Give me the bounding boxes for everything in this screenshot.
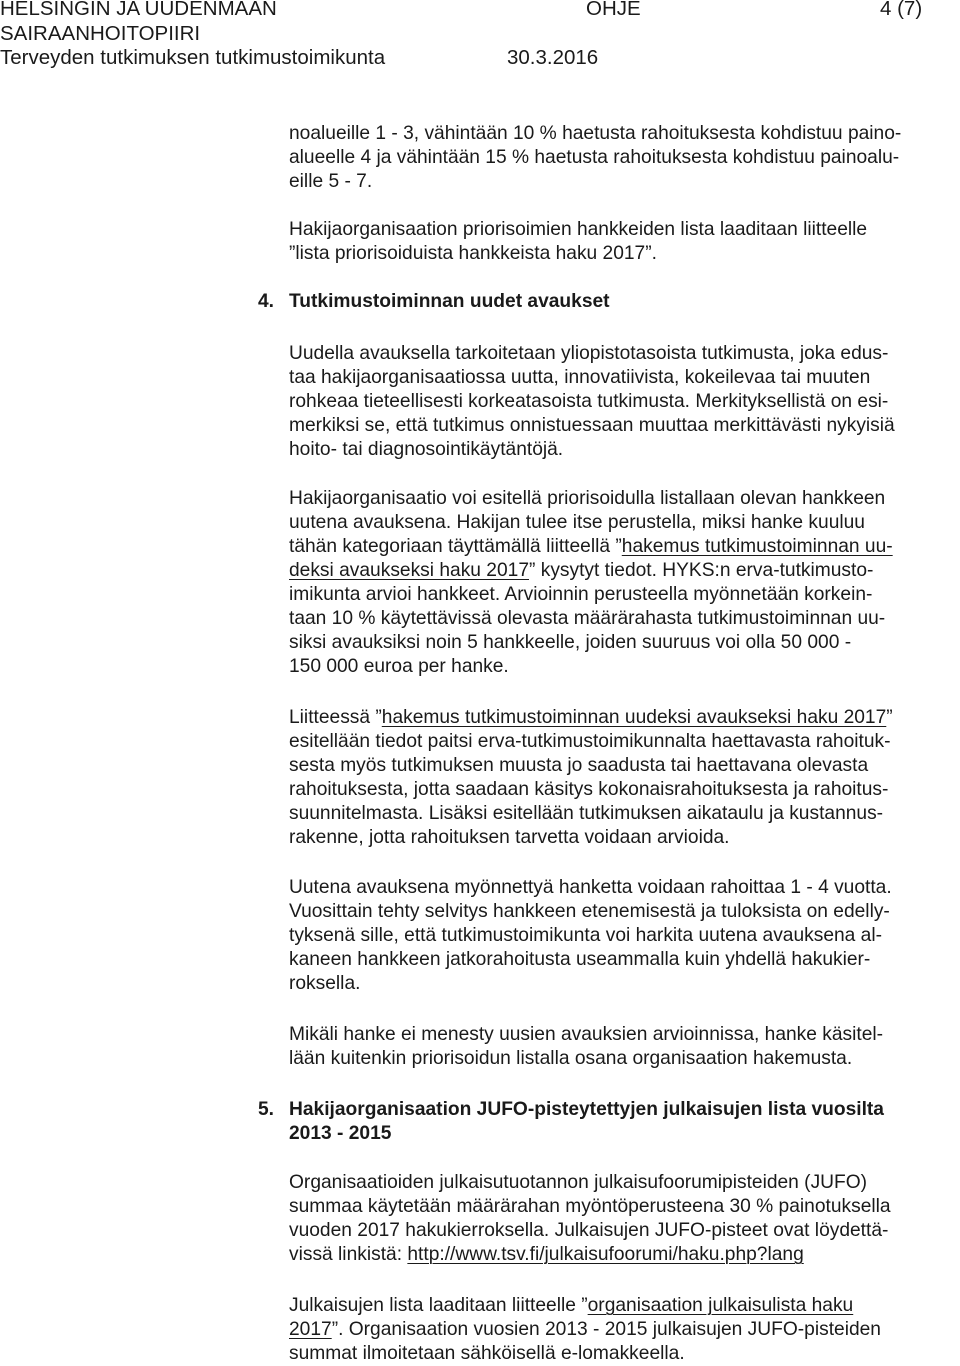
paragraph-line: Mikäli hanke ei menesty uusien avauksien arvioinnissa, hanke käsitel- bbox=[289, 1024, 884, 1045]
text-span: tähän kategoriaan täyttämällä liitteellä ” bbox=[289, 536, 622, 557]
paragraph-line: sesta myös tutkimuksen muusta jo saadusta tai haettavana olevasta bbox=[289, 755, 869, 776]
document-date: 30.3.2016 bbox=[507, 46, 599, 69]
paragraph-line: tyksenä sille, että tutkimustoimikunta voi harkita uutena avauksena al- bbox=[289, 925, 882, 946]
paragraph-line: vuoden 2017 hakukierroksella. Julkaisujen JUFO-pisteet ovat löydettä- bbox=[289, 1220, 889, 1241]
paragraph-line: Vuosittain tehty selvitys hankkeen etenemisestä ja tuloksista on edelly- bbox=[289, 901, 890, 922]
form-link-new-opening[interactable]: hakemus tutkimustoiminnan uu- bbox=[621, 536, 893, 557]
text-span: ” bbox=[886, 707, 893, 728]
paragraph-line: taa hakijaorganisaatiossa uutta, innovatiivista, kokeilevaa tai muuten bbox=[289, 367, 871, 388]
paragraph-line bbox=[289, 535, 893, 559]
paragraph-line bbox=[289, 1243, 804, 1267]
section-5-number: 5. bbox=[258, 1099, 275, 1120]
paragraph-line: Organisaatioiden julkaisutuotannon julkaisufoorumipisteiden (JUFO) bbox=[289, 1172, 868, 1193]
form-link-new-opening-cont[interactable]: deksi avaukseksi haku 2017 bbox=[289, 560, 529, 581]
publication-list-link-cont[interactable]: 2017 bbox=[289, 1319, 332, 1340]
paragraph-line bbox=[289, 706, 893, 730]
paragraph-line bbox=[289, 559, 873, 583]
text-span: vissä linkistä: bbox=[289, 1244, 408, 1265]
paragraph-line: 150 000 euroa per hanke. bbox=[289, 656, 509, 677]
paragraph-line: roksella. bbox=[289, 973, 361, 994]
text-span: ” kysytyt tiedot. HYKS:n erva-tutkimusto- bbox=[529, 560, 874, 581]
section-5-title: Hakijaorganisaation JUFO-pisteytettyjen julkaisujen lista vuosilta bbox=[289, 1099, 884, 1120]
paragraph-line: Hakijaorganisaatio voi esitellä priorisoidulla listallaan olevan hankkeen bbox=[289, 488, 886, 509]
intro-line: eille 5 - 7. bbox=[289, 171, 373, 192]
org-name-line2: SAIRAANHOITOPIIRI bbox=[0, 22, 201, 45]
paragraph-line: summaa käytetään määrärahan myöntöperusteena 30 % painotuksella bbox=[289, 1196, 891, 1217]
paragraph-line: lään kuitenkin priorisoidun listalla osana organisaation hakemusta. bbox=[289, 1048, 853, 1069]
form-link-attachment[interactable]: hakemus tutkimustoiminnan uudeksi avaukseksi haku 2017 bbox=[381, 707, 887, 728]
paragraph-line: merkiksi se, että tutkimus onnistuessaan muuttaa merkittävästi nykyisiä bbox=[289, 415, 895, 436]
paragraph-line: Uutena avauksena myönnettyä hanketta voidaan rahoittaa 1 - 4 vuotta. bbox=[289, 877, 892, 898]
section-4-number: 4. bbox=[258, 291, 275, 312]
text-span: ”. Organisaation vuosien 2013 - 2015 julkaisujen JUFO-pisteiden bbox=[331, 1319, 881, 1340]
paragraph-line: taan 10 % käytettävissä olevasta määrärahasta tutkimustoiminnan uu- bbox=[289, 608, 886, 629]
intro-line: ”lista priorisoiduista hankkeista haku 2017”. bbox=[289, 243, 657, 264]
paragraph-line: esitellään tiedot paitsi erva-tutkimustoimikunnalta haettavasta rahoituk- bbox=[289, 731, 891, 752]
org-name-line1: HELSINGIN JA UUDENMAAN bbox=[0, 0, 277, 20]
paragraph-line: suunnitelmasta. Lisäksi esitellään tutkimuksen aikataulu ja kustannus- bbox=[289, 803, 884, 824]
intro-line: alueelle 4 ja vähintään 15 % haetusta rahoituksesta kohdistuu painoalu- bbox=[289, 147, 900, 168]
paragraph-line: kaneen hankkeen jatkorahoitusta useammalla kuin yhdellä hakukier- bbox=[289, 949, 871, 970]
section-4-title: Tutkimustoiminnan uudet avaukset bbox=[289, 291, 610, 312]
text-span: Julkaisujen lista laaditaan liitteelle ” bbox=[289, 1295, 588, 1316]
intro-line: noalueille 1 - 3, vähintään 10 % haetusta rahoituksesta kohdistuu paino- bbox=[289, 123, 902, 144]
page-number: 4 (7) bbox=[880, 0, 923, 20]
committee-name: Terveyden tutkimuksen tutkimustoimikunta bbox=[0, 46, 386, 69]
paragraph-line: uutena avauksena. Hakijan tulee itse perustella, miksi hanke kuuluu bbox=[289, 512, 865, 533]
jufo-url-link[interactable]: http://www.tsv.fi/julkaisufoorumi/haku.php?lang bbox=[407, 1244, 804, 1265]
paragraph-line: rakenne, jotta rahoituksen tarvetta voidaan arvioida. bbox=[289, 827, 730, 848]
section-5-title: 2013 - 2015 bbox=[289, 1123, 392, 1144]
paragraph-line bbox=[289, 1294, 853, 1318]
paragraph-line: siksi avauksiksi noin 5 hankkeelle, joiden suuruus voi olla 50 000 - bbox=[289, 632, 852, 653]
paragraph-line: Uudella avauksella tarkoitetaan yliopistotasoista tutkimusta, joka edus- bbox=[289, 343, 889, 364]
publication-list-link[interactable]: organisaation julkaisulista haku bbox=[587, 1295, 854, 1316]
intro-line: Hakijaorganisaation priorisoimien hankkeiden lista laaditaan liitteelle bbox=[289, 219, 868, 240]
paragraph-line: rohkeaa tieteellisesti korkeatasoista tutkimusta. Merkityksellistä on esi- bbox=[289, 391, 889, 412]
paragraph-line: summat ilmoitetaan sähköisellä e-lomakkeella. bbox=[289, 1343, 685, 1364]
document-type: OHJE bbox=[586, 0, 641, 20]
paragraph-line bbox=[289, 1318, 881, 1342]
paragraph-line: hoito- tai diagnosointikäytäntöjä. bbox=[289, 439, 564, 460]
text-span: Liitteessä ” bbox=[289, 707, 382, 728]
paragraph-line: imikunta arvioi hankkeet. Arvioinnin perusteella myönnetään korkein- bbox=[289, 584, 873, 605]
paragraph-line: rahoituksesta, jotta saadaan käsitys kokonaisrahoituksesta ja rahoitus- bbox=[289, 779, 889, 800]
